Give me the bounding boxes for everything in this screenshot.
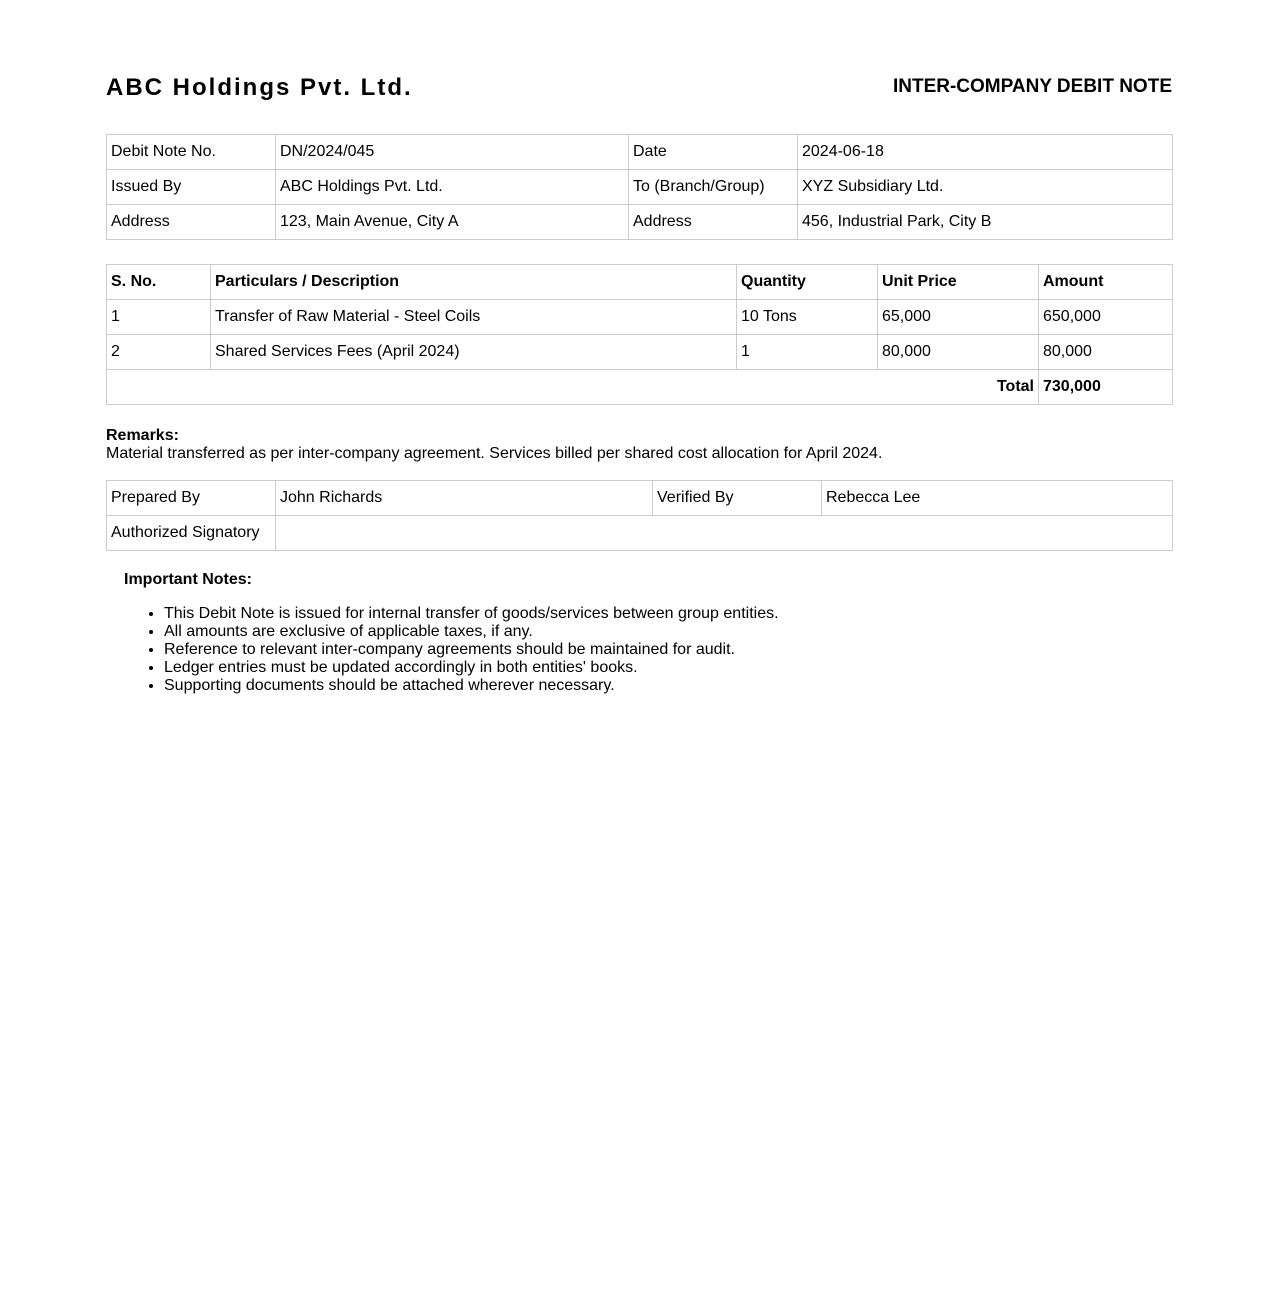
cell-particulars: Transfer of Raw Material - Steel Coils xyxy=(211,300,737,335)
issued-by-value: ABC Holdings Pvt. Ltd. xyxy=(276,170,629,205)
cell-sno: 1 xyxy=(107,300,211,335)
issuer-address-value: 123, Main Avenue, City A xyxy=(276,205,629,240)
cell-quantity: 1 xyxy=(737,335,878,370)
signatures-table xyxy=(106,480,1173,551)
remarks-text: Material transferred as per inter-company agreement. Services billed per shared cost allocation for April 2024. xyxy=(106,445,883,462)
cell-particulars: Shared Services Fees (April 2024) xyxy=(211,335,737,370)
prepared-by-value: John Richards xyxy=(276,481,653,516)
issuer-address-label: Address xyxy=(107,205,276,240)
table-row xyxy=(107,300,1173,335)
col-header-amount: Amount xyxy=(1039,265,1173,300)
document-title: INTER-COMPANY DEBIT NOTE xyxy=(892,76,1172,97)
total-row xyxy=(107,370,1173,405)
remarks-title: Remarks: xyxy=(106,427,179,444)
verified-by-value: Rebecca Lee xyxy=(822,481,1173,516)
verified-by-label: Verified By xyxy=(653,481,822,516)
important-notes-title: Important Notes: xyxy=(124,571,252,588)
total-label: Total xyxy=(107,370,1039,405)
company-name: ABC Holdings Pvt. Ltd. xyxy=(106,74,413,101)
date-value: 2024-06-18 xyxy=(798,135,1173,170)
date-label: Date xyxy=(629,135,798,170)
col-header-unit-price: Unit Price xyxy=(878,265,1039,300)
list-item: • All amounts are exclusive of applicable taxes, if any. xyxy=(164,623,1172,641)
important-notes-section xyxy=(106,571,1172,695)
info-row xyxy=(107,205,1173,240)
list-item: • Supporting documents should be attached wherever necessary. xyxy=(164,677,1172,695)
list-item: • Reference to relevant inter-company agreements should be maintained for audit. xyxy=(164,641,1172,659)
cell-amount: 650,000 xyxy=(1039,300,1173,335)
recipient-address-label: Address xyxy=(629,205,798,240)
cell-amount: 80,000 xyxy=(1039,335,1173,370)
authorized-signatory-value xyxy=(276,516,1173,551)
issued-by-label: Issued By xyxy=(107,170,276,205)
remarks-section xyxy=(106,427,1172,463)
cell-sno: 2 xyxy=(107,335,211,370)
debit-note-info-table xyxy=(106,134,1173,240)
signature-row xyxy=(107,516,1173,551)
cell-unit-price: 80,000 xyxy=(878,335,1039,370)
debit-note-label: Debit Note No. xyxy=(107,135,276,170)
items-table xyxy=(106,264,1173,405)
document-header xyxy=(106,70,1172,134)
col-header-quantity: Quantity xyxy=(737,265,878,300)
recipient-address-value: 456, Industrial Park, City B xyxy=(798,205,1173,240)
list-item: • Ledger entries must be updated accordingly in both entities' books. xyxy=(164,659,1172,677)
col-header-sno: S. No. xyxy=(107,265,211,300)
signature-row xyxy=(107,481,1173,516)
prepared-by-label: Prepared By xyxy=(107,481,276,516)
total-value: 730,000 xyxy=(1039,370,1173,405)
debit-note-value: DN/2024/045 xyxy=(276,135,629,170)
col-header-particulars: Particulars / Description xyxy=(211,265,737,300)
items-header-row xyxy=(107,265,1173,300)
info-row xyxy=(107,170,1173,205)
to-label: To (Branch/Group) xyxy=(629,170,798,205)
important-notes-list xyxy=(124,605,1172,695)
authorized-signatory-label: Authorized Signatory xyxy=(107,516,276,551)
table-row xyxy=(107,335,1173,370)
to-value: XYZ Subsidiary Ltd. xyxy=(798,170,1173,205)
debit-note-page xyxy=(106,0,1172,695)
list-item: • This Debit Note is issued for internal transfer of goods/services between group entities. xyxy=(164,605,1172,623)
info-row xyxy=(107,135,1173,170)
cell-unit-price: 65,000 xyxy=(878,300,1039,335)
cell-quantity: 10 Tons xyxy=(737,300,878,335)
